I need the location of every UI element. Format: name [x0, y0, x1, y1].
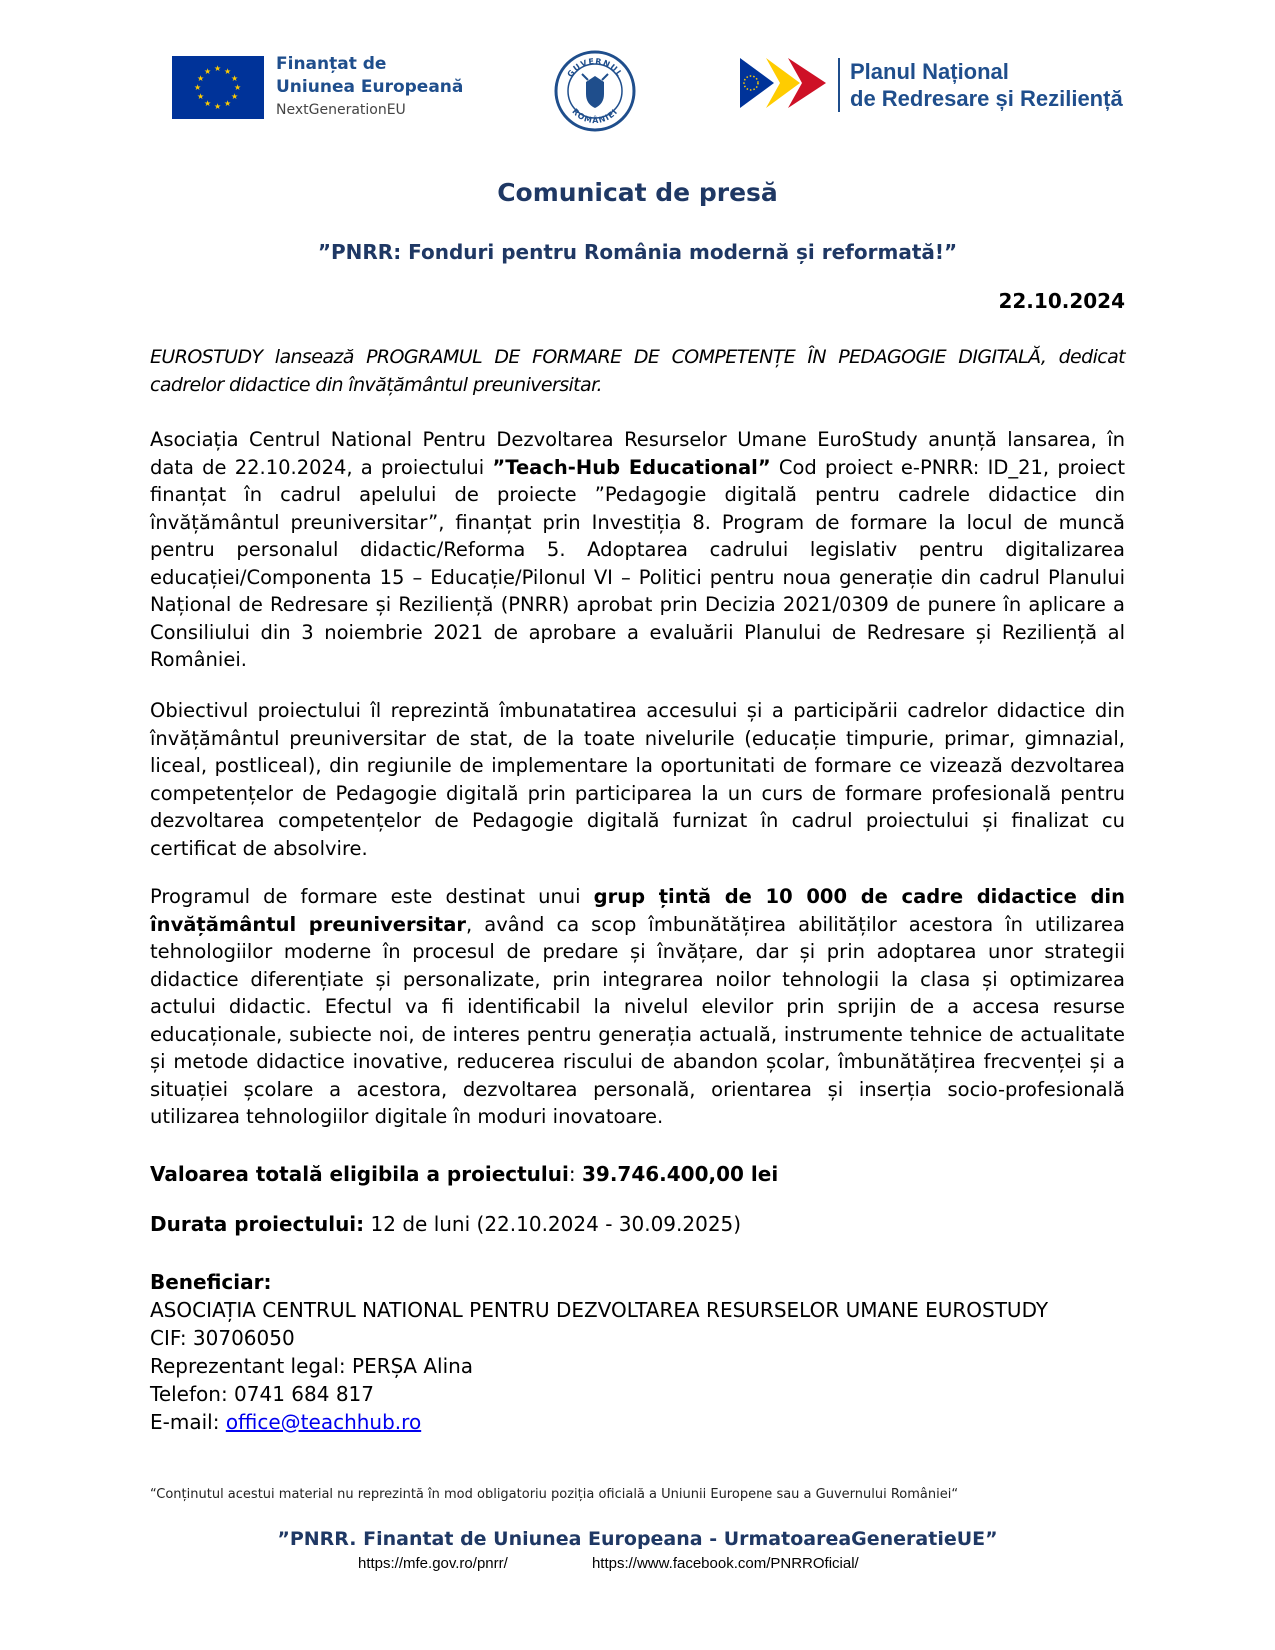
- project-value-label: Valoarea totală eligibila a proiectului: [150, 1162, 569, 1186]
- paragraph-target-group: [150, 883, 1125, 1131]
- pnrr-logo: [740, 58, 1123, 112]
- target-group-highlight: grup țintă de 10 000 de cadre didactice din învățământul preuniversitar: [150, 885, 1125, 936]
- pnrr-arrows-icon: [740, 58, 826, 108]
- project-duration: [150, 1212, 741, 1236]
- project-duration-value: 12 de luni (22.10.2024 - 30.09.2025): [364, 1212, 742, 1236]
- government-seal-icon: [554, 50, 636, 132]
- eu-logo-line2: Uniunea Europeană: [276, 77, 464, 97]
- beneficiary-email-link[interactable]: office@teachhub.ro: [225, 1410, 422, 1434]
- footer-link-mfe[interactable]: https://mfe.gov.ro/pnrr/: [358, 1555, 508, 1572]
- beneficiary-email-label: E-mail:: [150, 1410, 226, 1434]
- beneficiary-representative: Reprezentant legal: PERȘA Alina: [150, 1354, 474, 1378]
- eu-logo-line1: Finanțat de: [276, 54, 387, 74]
- eu-logo: [172, 56, 463, 121]
- footer-title: ”PNRR. Finantat de Uniunea Europeana - UrmatoareaGeneratieUE”: [277, 1528, 998, 1550]
- beneficiary-name: ASOCIAȚIA CENTRUL NATIONAL PENTRU DEZVOLTAREA RESURSELOR UMANE EUROSTUDY: [150, 1298, 1049, 1322]
- pnrr-logo-text: [838, 58, 1123, 112]
- header: [0, 50, 1275, 140]
- beneficiary-heading: Beneficiar:: [150, 1270, 272, 1294]
- pnrr-logo-line1: Planul Național: [850, 59, 1009, 84]
- footer-link-facebook[interactable]: https://www.facebook.com/PNRROficial/: [591, 1555, 859, 1572]
- beneficiary-phone: Telefon: 0741 684 817: [150, 1382, 374, 1406]
- lead-paragraph: EUROSTUDY lansează PROGRAMUL DE FORMARE DE COMPETENȚE ÎN PEDAGOGIE DIGITALĂ, dedicat cadrelor didactice din învățământul preuniversitar.: [150, 346, 1125, 396]
- page-subtitle: ”PNRR: Fonduri pentru România modernă și reformată!”: [317, 240, 958, 264]
- paragraph-objective: Obiectivul proiectului îl reprezintă îmbunatatirea accesului și a participării cadrelor didactice din învățământul preuniversitar de stat, de la toate nivelurile (educație timpurie, primar, gimnazial, liceal, postliceal), din regiunile de implementare la oportunitati de formare ce vizează dezvoltarea competențelor de Pedagogie digitală prin participarea la un curs de formare profesională pentru dezvoltarea competențelor de Pedagogie digitală furnizat în cadrul proiectului și finalizat cu certificat de absolvire.: [150, 699, 1125, 860]
- svg-text:ROMÂNIEI: ROMÂNIEI: [570, 106, 620, 126]
- paragraph-announcement: [150, 426, 1125, 674]
- page-title: Comunicat de presă: [497, 178, 778, 207]
- svg-text:GUVERNUL: GUVERNUL: [565, 56, 625, 79]
- project-value-separator: :: [568, 1162, 582, 1186]
- eu-flag-icon: ★ ★ ★ ★ ★ ★ ★ ★ ★ ★ ★ ★: [172, 56, 264, 119]
- footer-links: [358, 1555, 859, 1572]
- paragraph-target-text-b: , având ca scop îmbunătățirea abilităților acestora în utilizarea tehnologiilor moderne în procesul de predare și învățare, dar și prin adoptarea unor strategii didactice diferențiate și personalizate, prin integrarea noilor tehnologii la clasa și optimizarea actului didactic. Efectul va fi identificabil la nivelul elevilor prin sprijin de a accesa resurse educaționale, subiecte noi, de interes pentru generația actuală, instrumente tehnice de actualitate și metode didactice inovative, reducerea riscului de abandon școlar, îmbunătățirea frecvenței și a situației școlare a acestora, dezvoltarea personală, orientarea și inserția socio-profesională utilizarea tehnologiilor digitale în moduri inovatoare.: [150, 912, 1125, 1128]
- pnrr-logo-line2: de Redresare și Reziliență: [850, 86, 1123, 111]
- project-value: [150, 1162, 778, 1186]
- eu-logo-line3: NextGenerationEU: [276, 102, 406, 118]
- document-date: 22.10.2024: [998, 289, 1125, 313]
- project-value-amount: 39.746.400,00 lei: [581, 1162, 779, 1186]
- paragraph-announcement-text-a: Asociația Centrul National Pentru Dezvoltarea Resurselor Umane EuroStudy anunță lansarea, în data de 22.10.2024, a proiectului: [150, 428, 1125, 479]
- paragraph-announcement-text-b: Cod proiect e-PNRR: ID_21, proiect finanțat în cadrul apelului de proiecte ”Pedagogie digitală pentru cadrele didactice din învățământul preuniversitar”, finanțat prin Investiția 8. Program de formare la locul de muncă pentru personalul didactic/Reforma 5. Adoptarea cadrului legislativ pentru digitalizarea educației/Componenta 15 – Educație/Pilonul VI – Politici pentru noua generație din cadrul Planului Național de Redresare și Reziliență (PNRR) aprobat prin Decizia 2021/0309 de punere în aplicare a Consiliului din 3 noiembrie 2021 de aprobare a evaluării Planului de Redresare și Reziliență al României.: [150, 455, 1126, 671]
- eu-logo-text: [276, 53, 463, 121]
- paragraph-target-text-a: Programul de formare este destinat unui: [150, 885, 594, 908]
- project-name: ”Teach-Hub Educational”: [492, 455, 771, 479]
- disclaimer: “Conținutul acestui material nu reprezintă în mod obligatoriu poziția oficială a Uniunii Europene sau a Guvernului României“: [150, 1487, 959, 1502]
- beneficiary-block: [150, 1268, 1048, 1436]
- project-duration-label: Durata proiectului:: [150, 1212, 365, 1236]
- beneficiary-cif: CIF: 30706050: [150, 1326, 295, 1350]
